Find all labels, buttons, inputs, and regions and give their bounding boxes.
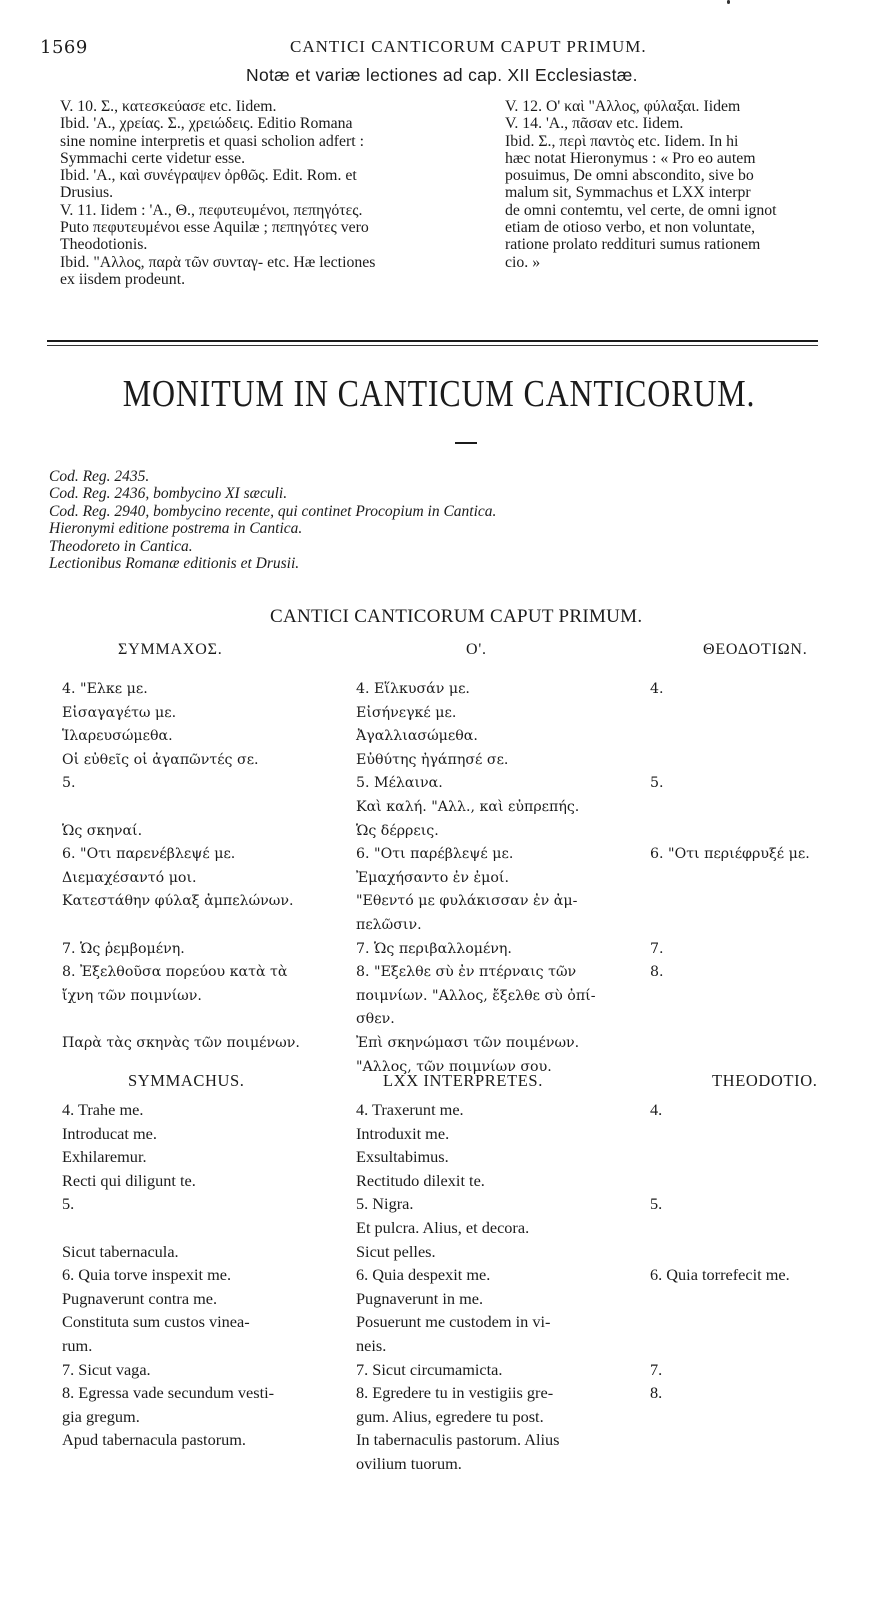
note-line: malum sit, Symmachus et LXX interpr bbox=[505, 184, 751, 202]
source-item: Cod. Reg. 2436, bombycino XI sæculi. bbox=[49, 485, 288, 503]
lxx-cell: 4. Εἵλκυσάν με. bbox=[356, 681, 470, 697]
note-line: V. 10. Σ., κατεσκεύασε etc. Iidem. bbox=[60, 98, 277, 115]
symmachus-cell: Apud tabernacula pastorum. bbox=[62, 1430, 247, 1450]
symmachus-cell: Εἰσαγαγέτω με. bbox=[62, 704, 177, 721]
lxx-cell: 7. Ὡς περιβαλλομένη. bbox=[356, 940, 512, 957]
theodotion-cell: 8. bbox=[650, 1383, 663, 1403]
section-divider-thin bbox=[47, 345, 818, 346]
lxx-cell: "Αλλος, τῶν ποιμνίων σου. bbox=[356, 1058, 552, 1075]
symmachus-cell: rum. bbox=[62, 1336, 93, 1355]
note-line: Ibid. 'Α., καὶ συνέγραψεν ὀρθῶς. Edit. Rom. et bbox=[60, 167, 357, 185]
source-item: Cod. Reg. 2940, bombycino recente, qui continet Procopium in Cantica. bbox=[49, 502, 497, 520]
symmachus-cell: Exhilaremur. bbox=[62, 1147, 147, 1167]
note-line: posuimus, De omni abscondito, sive bo bbox=[505, 167, 754, 185]
theodotion-cell: 7. bbox=[650, 1359, 663, 1379]
running-head: CANTICI CANTICORUM CAPUT PRIMUM. bbox=[290, 37, 647, 56]
lxx-cell: πελῶσιν. bbox=[356, 917, 422, 933]
symmachus-cell: 4. Trahe me. bbox=[62, 1100, 144, 1119]
greek-header-theodotion: ΘΕΟΔΟΤΙΩΝ. bbox=[703, 641, 808, 658]
symmachus-cell: Διεμαχέσαντό μοι. bbox=[62, 869, 197, 886]
symmachus-cell: Ὡς σκηναί. bbox=[62, 822, 143, 839]
note-line: Ibid. 'Α., χρείας. Σ., χρειώδεις. Editio Romana bbox=[60, 115, 353, 133]
note-line: Ibid. "Αλλος, παρὰ τῶν συνταγ- etc. Hæ lectiones bbox=[60, 253, 376, 271]
note-line: V. 14. 'Α., πᾶσαν etc. Iidem. bbox=[505, 115, 684, 133]
lxx-cell: Εἰσήνεγκέ με. bbox=[356, 704, 457, 721]
symmachus-cell: 7. Sicut vaga. bbox=[62, 1359, 151, 1379]
lxx-cell: Posuerunt me custodem in vi- bbox=[356, 1312, 551, 1332]
title-dash bbox=[455, 442, 477, 444]
lxx-cell: Καὶ καλή. "Αλλ., καὶ εὐπρεπής. bbox=[356, 799, 580, 815]
source-item: Theodoreto in Cantica. bbox=[49, 537, 193, 555]
lxx-cell: gum. Alius, egredere tu post. bbox=[356, 1406, 544, 1426]
theodotion-cell: 7. bbox=[650, 940, 664, 957]
lxx-cell: Ἐπὶ σκηνώμασι τῶν ποιμένων. bbox=[356, 1035, 580, 1051]
symmachus-cell: Οἱ εὐθεῖς οἱ ἀγαπῶντές σε. bbox=[62, 751, 259, 768]
symmachus-cell: Constituta sum custos vinea- bbox=[62, 1312, 250, 1332]
theodotion-cell: 6. "Οτι περιέφρυξέ με. bbox=[650, 846, 810, 863]
stray-mark bbox=[727, 0, 730, 4]
symmachus-cell: ἴχνη τῶν ποιμνίων. bbox=[62, 987, 202, 1004]
section-divider bbox=[47, 340, 818, 342]
symmachus-cell: 7. Ὡς ῥεμβομένη. bbox=[62, 940, 185, 957]
latin-header-theodotion: THEODOTIO. bbox=[712, 1071, 818, 1090]
note-line: Ibid. Σ., περὶ παντὸς etc. Iidem. In hi bbox=[505, 132, 739, 150]
theodotion-cell: 8. bbox=[650, 964, 664, 981]
symmachus-cell: 5. bbox=[62, 775, 76, 792]
note-line: V. 11. Iidem : 'Α., Θ., πεφυτευμένοι, πεπηγότες. bbox=[60, 201, 363, 219]
lxx-cell: 8. Egredere tu in vestigiis gre- bbox=[356, 1383, 554, 1403]
theodotion-cell: 4. bbox=[650, 681, 664, 697]
theodotion-cell: 5. bbox=[650, 1194, 663, 1214]
lxx-cell: σθεν. bbox=[356, 1011, 395, 1028]
symmachus-cell: gia gregum. bbox=[62, 1406, 140, 1426]
note-line: etiam de otioso verbo, et non voluntate, bbox=[505, 219, 756, 237]
note-line: de omni contemtu, vel certe, de omni ignot bbox=[505, 201, 777, 219]
theodotion-cell: 6. Quia torrefecit me. bbox=[650, 1265, 790, 1285]
theodotion-cell: 4. bbox=[650, 1100, 663, 1119]
lxx-cell: 7. Sicut circumamicta. bbox=[356, 1359, 503, 1379]
note-line: Drusius. bbox=[60, 184, 114, 202]
lxx-cell: 6. "Οτι παρέβλεψέ με. bbox=[356, 846, 514, 863]
lxx-cell: 8. "Εξελθε σὺ ἐν πτέρναις τῶν bbox=[356, 964, 577, 981]
lxx-cell: In tabernaculis pastorum. Alius bbox=[356, 1430, 560, 1450]
lxx-cell: Ὡς δέρρεις. bbox=[356, 822, 439, 839]
symmachus-cell: 4. "Ελκε με. bbox=[62, 681, 148, 697]
symmachus-cell: 6. "Οτι παρενέβλεψέ με. bbox=[62, 846, 236, 863]
lxx-cell: Rectitudo dilexit te. bbox=[356, 1170, 485, 1190]
source-item: Lectionibus Romanæ editionis et Drusii. bbox=[49, 554, 300, 572]
symmachus-cell: Παρὰ τὰς σκηνὰς τῶν ποιμένων. bbox=[62, 1035, 300, 1051]
note-line: V. 12. Ο' καὶ "Αλλος, φύλαξαι. Iidem bbox=[505, 98, 741, 115]
monitum-title: MONITUM IN CANTICUM CANTICORUM. bbox=[122, 373, 756, 415]
caput-title: CANTICI CANTICORUM CAPUT PRIMUM. bbox=[270, 606, 643, 627]
symmachus-cell: Recti qui diligunt te. bbox=[62, 1170, 196, 1190]
lxx-cell: Pugnaverunt in me. bbox=[356, 1288, 484, 1308]
note-line: ex iisdem prodeunt. bbox=[60, 270, 186, 288]
lxx-cell: Introduxit me. bbox=[356, 1123, 450, 1143]
lxx-cell: Εὐθύτης ἠγάπησέ σε. bbox=[356, 751, 509, 768]
lxx-cell: neis. bbox=[356, 1336, 387, 1355]
lxx-cell: ovilium tuorum. bbox=[356, 1454, 462, 1473]
note-line: hæc notat Hieronymus : « Pro eo autem bbox=[505, 149, 756, 167]
latin-header-lxx: LXX INTERPRETES. bbox=[383, 1071, 543, 1090]
notes-heading: Notæ et variæ lectiones ad cap. XII Ecclesiastæ. bbox=[246, 65, 638, 85]
symmachus-cell: 8. Egressa vade secundum vesti- bbox=[62, 1383, 275, 1403]
greek-header-symmachus: ΣΥΜΜΑΧΟΣ. bbox=[118, 641, 223, 658]
note-line: Symmachi certe videtur esse. bbox=[60, 149, 246, 167]
lxx-cell: Sicut pelles. bbox=[356, 1241, 436, 1261]
symmachus-cell: 8. Ἐξελθοῦσα πορεύου κατὰ τὰ bbox=[62, 964, 288, 981]
symmachus-cell: 5. bbox=[62, 1194, 75, 1214]
symmachus-cell: 6. Quia torve inspexit me. bbox=[62, 1265, 232, 1285]
note-line: ratione prolato reddituri sumus rationem bbox=[505, 236, 761, 254]
note-line: cio. » bbox=[505, 253, 541, 271]
lxx-cell: 6. Quia despexit me. bbox=[356, 1265, 491, 1285]
lxx-cell: Exsultabimus. bbox=[356, 1147, 449, 1167]
lxx-cell: Ἀγαλλιασώμεθα. bbox=[356, 728, 478, 745]
lxx-cell: 5. Μέλαινα. bbox=[356, 775, 443, 792]
symmachus-cell: Ἱλαρευσώμεθα. bbox=[62, 728, 173, 745]
symmachus-cell: Κατεστάθην φύλαξ ἀμπελώνων. bbox=[62, 893, 294, 910]
lxx-cell: 4. Traxerunt me. bbox=[356, 1100, 464, 1119]
note-line: Puto πεφυτευμένοι esse Aquilæ ; πεπηγότες vero bbox=[60, 219, 369, 237]
lxx-cell: Ἐμαχήσαντο ἐν ἐμοί. bbox=[356, 869, 509, 886]
note-line: Theodotionis. bbox=[60, 236, 148, 254]
lxx-cell: ποιμνίων. "Αλλος, ἔξελθε σὺ ὀπί- bbox=[356, 987, 596, 1004]
source-item: Cod. Reg. 2435. bbox=[49, 468, 150, 485]
symmachus-cell: Pugnaverunt contra me. bbox=[62, 1288, 218, 1308]
lxx-cell: "Εθεντό με φυλάκισσαν ἐν ἀμ- bbox=[356, 893, 578, 910]
lxx-cell: 5. Nigra. bbox=[356, 1194, 414, 1214]
greek-header-lxx: Ο'. bbox=[466, 641, 487, 658]
page-number: 1569 bbox=[40, 37, 88, 58]
notes-right-column bbox=[505, 98, 813, 271]
symmachus-cell: Introducat me. bbox=[62, 1123, 157, 1143]
note-line: sine nomine interpretis et quasi scholion adfert : bbox=[60, 132, 365, 150]
source-item: Hieronymi editione postrema in Cantica. bbox=[49, 520, 303, 538]
lxx-cell: Et pulcra. Alius, et decora. bbox=[356, 1218, 530, 1237]
sources-list bbox=[49, 468, 496, 572]
notes-left-column bbox=[60, 98, 475, 288]
theodotion-cell: 5. bbox=[650, 775, 664, 792]
symmachus-cell: Sicut tabernacula. bbox=[62, 1241, 179, 1261]
latin-header-symmachus: SYMMACHUS. bbox=[128, 1071, 245, 1090]
